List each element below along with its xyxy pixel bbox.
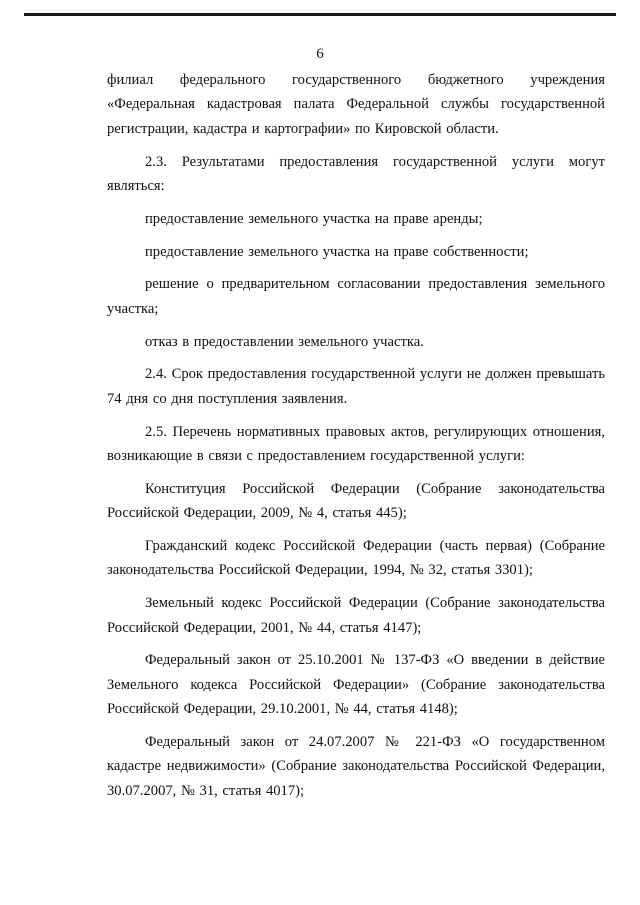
paragraph-branch-continuation: филиал федерального государственного бюджетного учреждения «Федеральная кадастровая палата Федеральной службы государственной регистрации, кадастра и картографии» по Кировской области. xyxy=(107,72,605,137)
legal-act-civil-code: Гражданский кодекс Российской Федерации (часть первая) (Собрание законодательства Российской Федерации, 1994, № 32, статья 3301); xyxy=(107,538,605,579)
document-body xyxy=(107,68,605,812)
page-number: 6 xyxy=(316,46,324,62)
paragraph-2-3-results: 2.3. Результатами предоставления государственной услуги могут являться: xyxy=(107,153,605,195)
paragraph-2-4-term: 2.4. Срок предоставления государственной услуги не должен превышать 74 дня со дня поступления заявления. xyxy=(107,366,605,407)
legal-act-federal-law-137: Федеральный закон от 25.10.2001 № 137-ФЗ «О введении в действие Земельного кодекса Российской Федерации» (Собрание законодательства Российской Федерации, 29.10.2001, № 44, статья 4148); xyxy=(107,652,605,718)
list-item-preliminary-approval: решение о предварительном согласовании предоставления земельного участка; xyxy=(107,276,605,317)
legal-act-land-code: Земельный кодекс Российской Федерации (Собрание законодательства Российской Федерации, 2001, № 44, статья 4147); xyxy=(107,595,605,636)
legal-act-federal-law-221: Федеральный закон от 24.07.2007 № 221-ФЗ «О государственном кадастре недвижимости» (Собрание законодательства Российской Федерации, 30.07.2007, № 31, статья 4017); xyxy=(107,734,605,799)
list-item-refusal: отказ в предоставлении земельного участка. xyxy=(145,333,424,350)
top-border-line xyxy=(24,13,616,16)
paragraph-2-5-legal-acts: 2.5. Перечень нормативных правовых актов, регулирующих отношения, возникающие в связи с предоставлением государственной услуги: xyxy=(107,423,605,465)
list-item-ownership: предоставление земельного участка на праве собственности; xyxy=(145,243,529,260)
list-item-lease: предоставление земельного участка на праве аренды; xyxy=(145,210,483,227)
legal-act-constitution: Конституция Российской Федерации (Собрание законодательства Российской Федерации, 2009, № 4, статья 445); xyxy=(107,480,605,522)
